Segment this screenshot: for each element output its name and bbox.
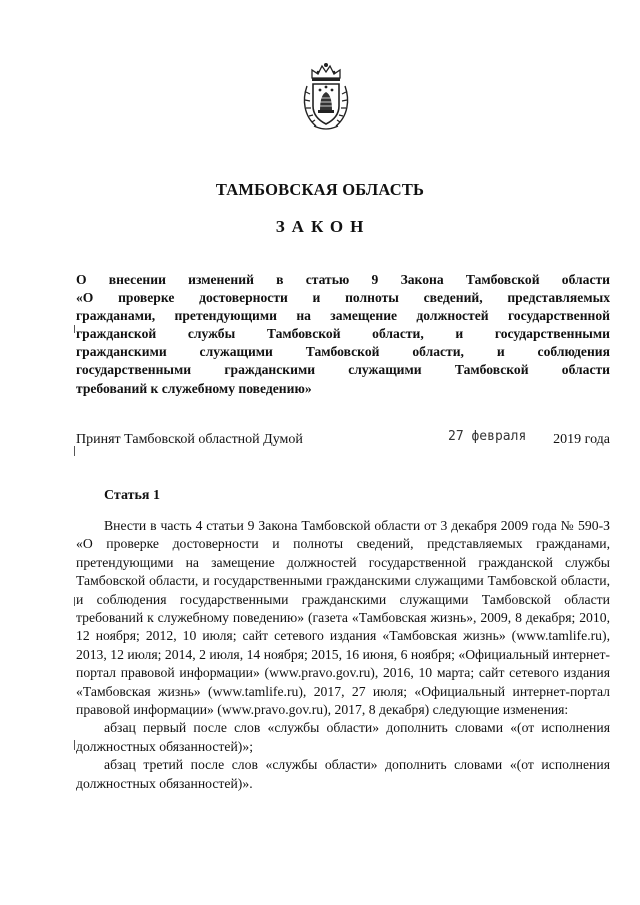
document-type-heading: ЗАКОН (275, 217, 371, 236)
adoption-year: 2019 года (553, 432, 610, 447)
law-title-line: «О проверке достоверности и полноты сведений, представляемых (76, 290, 610, 306)
law-title-line: требований к служебному поведению» (76, 380, 312, 396)
scan-mark (74, 446, 75, 456)
adoption-line (76, 429, 610, 452)
law-title-line: государственными гражданскими служащими Тамбовской области (76, 362, 610, 378)
article-heading: Статья 1 (104, 488, 160, 503)
article-paragraph: абзац третий после слов «службы области» дополнить словами «(от исполнения должностных обязанностей)». (76, 757, 610, 791)
article-body (76, 517, 610, 793)
scan-mark (74, 325, 75, 333)
law-title (76, 271, 610, 398)
article-paragraph: абзац первый после слов «службы области» дополнить словами «(от исполнения должностных обязанностей)»; (76, 720, 610, 754)
law-title-line: гражданами, претендующими на замещение должностей государственной (76, 308, 610, 324)
scan-mark (74, 740, 75, 750)
law-title-line: гражданской службы Тамбовской области, и государственными (76, 326, 610, 342)
region-heading: ТАМБОВСКАЯ ОБЛАСТЬ (215, 180, 425, 199)
article-paragraph: Внести в часть 4 статьи 9 Закона Тамбовской области от 3 декабря 2009 года № 590-З «О проверке достоверности и полноты сведений, представляемых гражданами, претендующими на замещение должностей государственной гражданской службы Тамбовской области, и государственными гражданскими служащими Тамбовской области, и соблюдения государственными гражданскими служащими Тамбовской области требований к служебному поведению» (газета «Тамбовская жизнь», 2009, 8 декабря; 2010, 12 ноября; 2012, 10 июля; сайт сетевого издания «Тамбовская жизнь» (www.tamlife.ru), 2013, 12 июля; 2014, 2 июля, 14 ноября; 2015, 16 июня, 6 ноября; «Официальный интернет-портал правовой информации» (www.pravo.gov.ru), 2016, 10 марта; сайт сетевого издания «Тамбовская жизнь» (www.tamlife.ru), 2017, 27 июля; «Официальный интернет-портал правовой информации» (www.pravo.gov.ru), 2017, 8 декабря) следующие изменения: (76, 518, 610, 718)
scan-mark (74, 597, 75, 606)
adoption-label: Принят Тамбовской областной Думой (76, 432, 303, 447)
tambov-coat-of-arms-icon (298, 60, 354, 132)
law-title-line: гражданскими служащими Тамбовской области, и соблюдения (76, 344, 610, 360)
law-title-line: О внесении изменений в статью 9 Закона Тамбовской области (76, 272, 610, 287)
adoption-date: 27 февраля (448, 429, 527, 444)
